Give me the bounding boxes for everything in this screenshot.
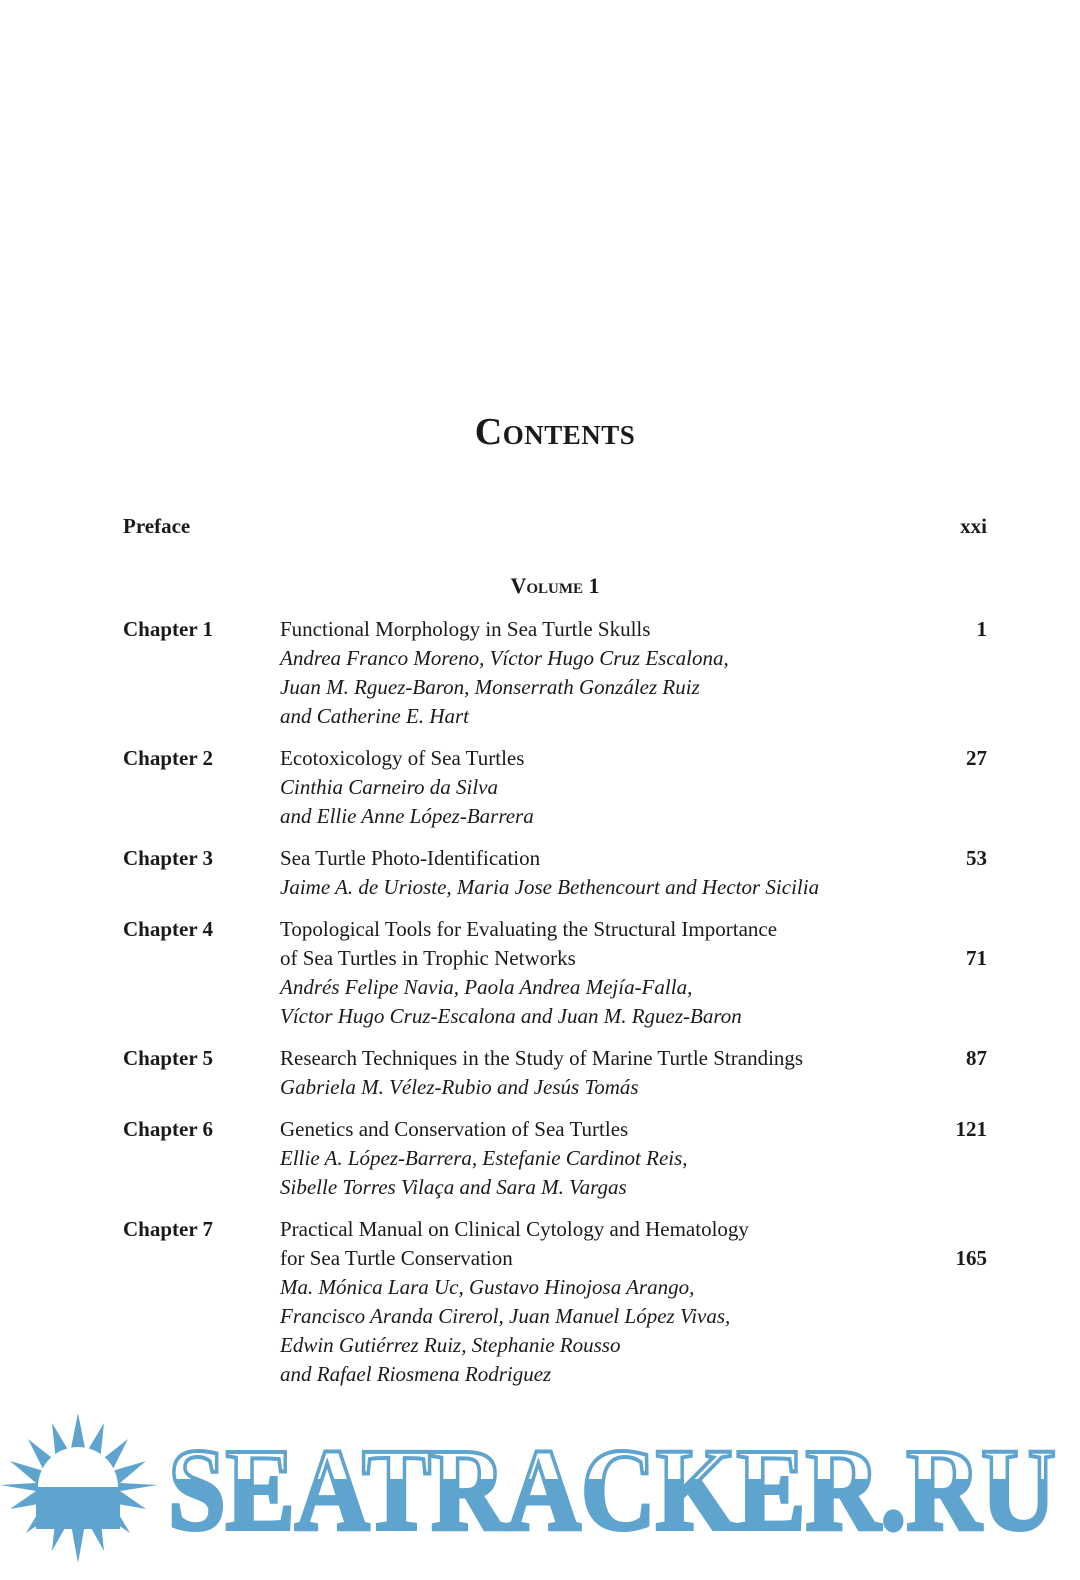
chapter-title-line: Topological Tools for Evaluating the Structural Importance [280,917,778,941]
chapter-authors-line: Sibelle Torres Vilaça and Sara M. Vargas [280,1175,627,1199]
chapter-page-number: 71 [966,946,987,970]
chapter-page-number: 1 [976,617,987,641]
sun-icon [0,1413,158,1563]
chapter-authors-line: Jaime A. de Urioste, Maria Jose Bethencourt and Hector Sicilia [280,875,820,899]
chapter-title-line: Functional Morphology in Sea Turtle Skulls [280,617,651,641]
chapter-authors-line: Víctor Hugo Cruz-Escalona and Juan M. Rguez-Baron [280,1004,742,1028]
entry-body [280,844,900,902]
chapter-page-number: 27 [966,746,987,770]
chapter-page-number: 87 [966,1046,987,1070]
chapter-title-line: Research Techniques in the Study of Marine Turtle Strandings [280,1046,804,1070]
chapter-title-line: Practical Manual on Clinical Cytology and Hematology [280,1217,749,1241]
chapter-authors-line: Ma. Mónica Lara Uc, Gustavo Hinojosa Arango, [280,1275,695,1299]
chapter-authors-line: Edwin Gutiérrez Ruiz, Stephanie Rousso [280,1333,621,1357]
entry-body [280,915,900,1031]
chapter-label: Chapter 6 [123,1117,214,1141]
chapter-authors-line: and Ellie Anne López-Barrera [280,804,534,828]
page-title: Contents [474,411,636,453]
chapter-page-number: 53 [966,846,987,870]
entry-body [280,1215,900,1389]
chapter-label: Chapter 2 [123,746,214,770]
chapter-page-number: 165 [955,1246,987,1270]
entry-body [280,744,900,831]
chapter-authors-line: Andrés Felipe Navia, Paola Andrea Mejía-Falla, [280,975,693,999]
watermark-text: SEATRACKER.RU [168,1424,1056,1555]
chapter-authors-line: Francisco Aranda Cirerol, Juan Manuel López Vivas, [280,1304,731,1328]
entry-body [280,1044,900,1102]
preface-entry [123,514,987,544]
chapter-page-number: 121 [955,1117,987,1141]
chapter-label: Chapter 7 [123,1217,214,1241]
watermark-logo [0,1405,1080,1580]
chapter-title-line: of Sea Turtles in Trophic Networks [280,946,576,970]
chapter-title-line: Ecotoxicology of Sea Turtles [280,746,525,770]
volume-heading: Volume 1 [510,573,600,598]
preface-label: Preface [123,514,191,538]
chapter-authors-line: Ellie A. López-Barrera, Estefanie Cardinot Reis, [280,1146,688,1170]
preface-page-number: xxi [960,514,987,538]
chapter-authors-line: Cinthia Carneiro da Silva [280,775,498,799]
chapter-label: Chapter 1 [123,617,214,641]
chapter-authors-line: and Catherine E. Hart [280,704,469,728]
chapter-authors-line: Gabriela M. Vélez-Rubio and Jesús Tomás [280,1075,639,1099]
entry-body [280,1115,900,1202]
chapter-authors-line: Juan M. Rguez-Baron, Monserrath González Ruiz [280,675,700,699]
chapter-authors-line: and Rafael Riosmena Rodriguez [280,1362,552,1386]
chapter-title-line: for Sea Turtle Conservation [280,1246,513,1270]
chapter-title-line: Genetics and Conservation of Sea Turtles [280,1117,629,1141]
chapter-label: Chapter 4 [123,917,214,941]
chapter-label: Chapter 3 [123,846,214,870]
chapter-title-line: Sea Turtle Photo-Identification [280,846,541,870]
entry-body [280,615,900,731]
chapter-label: Chapter 5 [123,1046,214,1070]
chapter-authors-line: Andrea Franco Moreno, Víctor Hugo Cruz Escalona, [280,646,729,670]
